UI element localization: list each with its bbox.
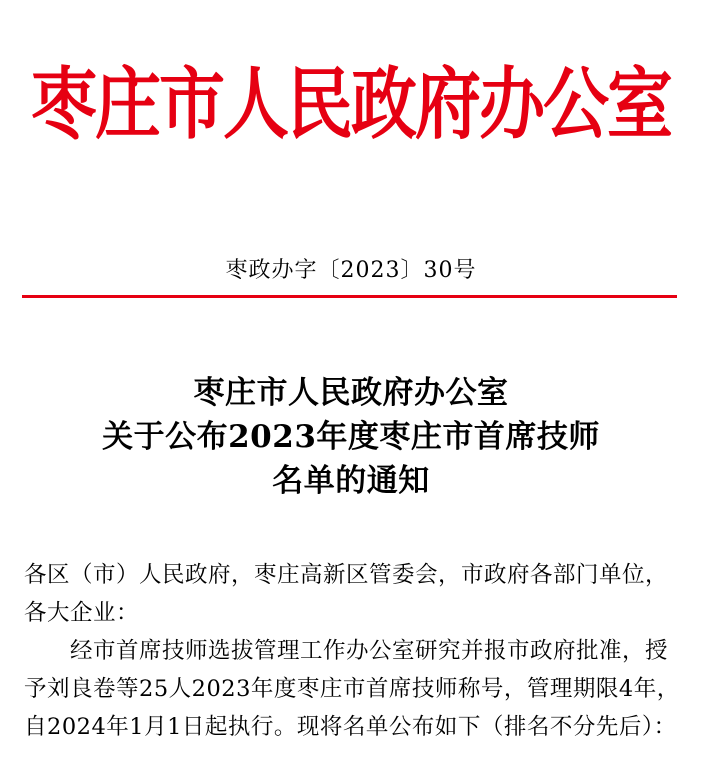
- red-divider-line: [22, 295, 677, 298]
- document-number: 枣政办字〔2023〕30号: [225, 258, 477, 283]
- body-line-5: 自2024年1月1日起执行。现将名单公布如下（排名不分先后）：: [24, 714, 677, 740]
- notice-body: [24, 556, 679, 746]
- notice-title: [0, 371, 702, 503]
- body-line-1: 各区（市）人民政府，枣庄高新区管委会，市政府各部门单位，: [24, 562, 669, 588]
- title-line-3: 名单的通知: [272, 463, 430, 499]
- title-line-2: 关于公布2023年度枣庄市首席技师: [102, 419, 600, 455]
- issuer-banner: 枣庄市人民政府办公室: [31, 59, 671, 151]
- body-line-2: 各大企业：: [24, 600, 140, 626]
- body-line-3: 经市首席技师选拔管理工作办公室研究并报市政府批准，授: [24, 638, 669, 664]
- body-line-4: 予刘良卷等25人2023年度枣庄市首席技师称号，管理期限4年，: [24, 676, 680, 702]
- title-line-1: 枣庄市人民政府办公室: [193, 375, 509, 411]
